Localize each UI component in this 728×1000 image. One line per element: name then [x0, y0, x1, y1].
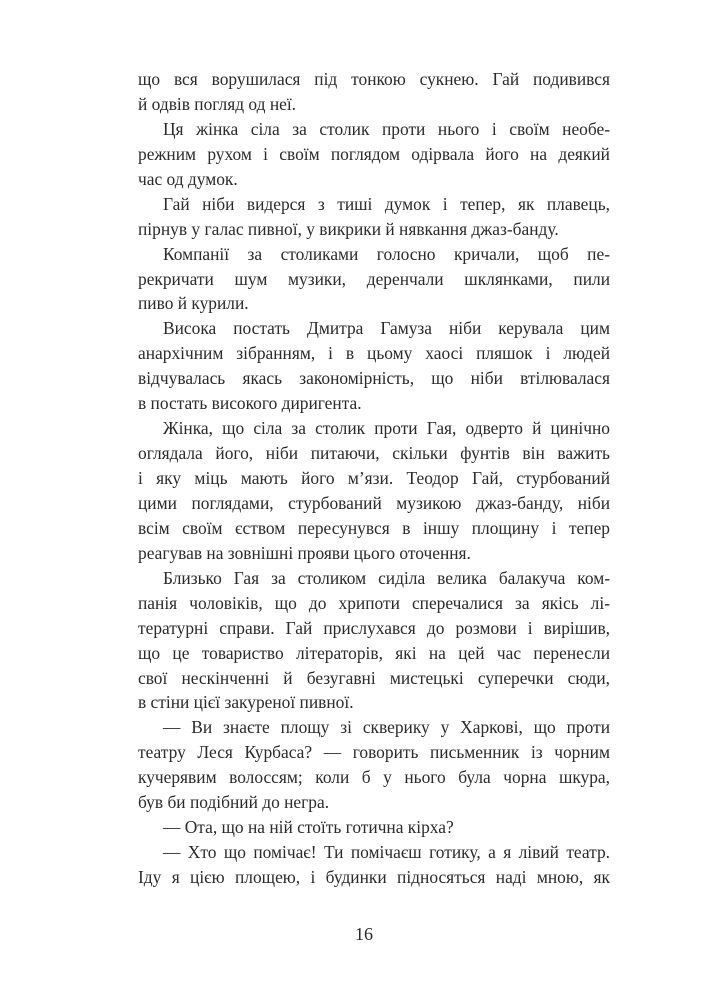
text-line: анархічним зібранням, і в цьому хаосі пляшок і людей: [138, 343, 610, 364]
text-line: в постать високого диригента.: [138, 393, 362, 414]
text-line: рекричати шум музики, деренчали шклянками, пили: [138, 268, 610, 289]
paragraph: [138, 566, 610, 716]
paragraph: [138, 192, 610, 242]
paragraph: [138, 840, 610, 890]
paragraph: [138, 715, 610, 815]
text-line: панія чоловіків, що до хрипоти сперечалися за якісь лі-: [138, 592, 610, 613]
text-line: що вся ворушилася під тонкою сукнею. Гай подивився: [138, 69, 610, 89]
text-line: Ця жінка сіла за столик проти нього і своїм необе-: [163, 118, 610, 139]
page-number: 16: [355, 924, 373, 944]
text-line: в стіни цієї закуреної пивної.: [138, 692, 354, 713]
text-line: пиво й курили.: [138, 293, 249, 314]
text-line: час од думок.: [138, 168, 238, 189]
text-line: відчувалась якась закономірність, що ніби втілювалася: [138, 368, 610, 389]
text-line: Іду я цією площею, і будинки підносяться наді мною, як: [138, 867, 610, 887]
text-line: Гай ніби видерся з тиші думок і тепер, як плавець,: [163, 193, 610, 214]
text-line: тературні справи. Гай прислухався до розмови і вирішив,: [138, 617, 610, 638]
text-line: пірнув у галас пивної, у викрики й нявкання джаз-банду.: [138, 218, 559, 239]
text-line: режним рухом і своїм поглядом одірвала його на деякий: [138, 143, 610, 164]
text-line: свої нескінченні й безугавні мистецькі суперечки сюди,: [138, 667, 610, 688]
text-line: Компанії за столиками голосно кричали, щоб пе-: [163, 243, 610, 264]
text-line: всім своїм єством пересунувся в іншу площину і тепер: [138, 517, 610, 538]
text-line: — Ви знаєте площу зі скверику у Харкові, що проти: [163, 717, 610, 738]
text-line: — Ота, що на ній стоїть готична кірха?: [163, 817, 454, 838]
text-line: оглядала його, ніби питаючи, скільки фунтів він важить: [138, 443, 610, 464]
text-line: реагував на зовнішні прояви цього оточення.: [138, 542, 471, 563]
text-line: і яку міць мають його м’язи. Теодор Гай, стурбований: [138, 468, 610, 488]
text-line: що це товариство літераторів, які на цей час перенесли: [138, 642, 610, 663]
page-body-text: [138, 67, 610, 890]
text-line: й одвів погляд од неї.: [138, 93, 297, 114]
paragraph: [138, 242, 610, 317]
paragraph: [138, 815, 610, 840]
text-line: — Хто що помічає! Ти помічаєш готику, а я лівий театр.: [163, 842, 610, 863]
paragraph: [138, 416, 610, 566]
paragraph: [138, 117, 610, 192]
paragraph: [138, 316, 610, 416]
text-line: був би подібний до негра.: [138, 792, 330, 813]
text-line: цими поглядами, стурбований музикою джаз-банду, ніби: [138, 492, 610, 513]
text-line: кучерявим волоссям; коли б у нього була чорна шкура,: [138, 767, 610, 788]
text-line: Жінка, що сіла за столик проти Гая, одверто й цинічно: [163, 418, 610, 439]
text-line: Близько Гая за столиком сиділа велика балакуча ком-: [163, 567, 610, 588]
paragraph: [138, 67, 610, 117]
text-line: театру Леся Курбаса? — говорить письменник із чорним: [138, 742, 610, 763]
text-line: Висока постать Дмитра Гамуза ніби керувала цим: [163, 318, 610, 339]
